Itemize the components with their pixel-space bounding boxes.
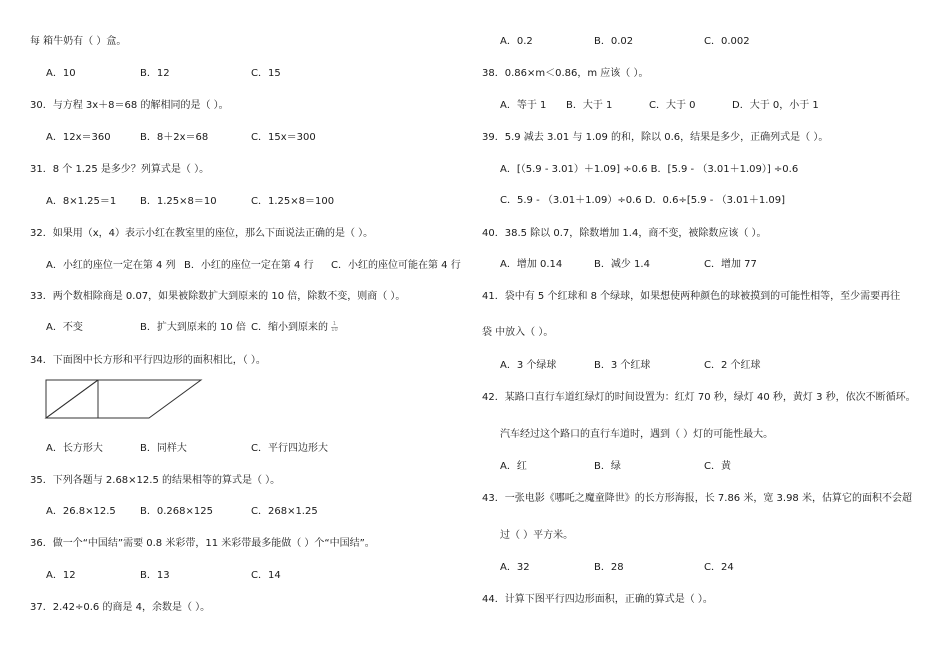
q39-stem: 39．5.9 减去 3.01 与 1.09 的和，除以 0.6，结果是多少，正确列式是（ ）。 [482,132,829,143]
option-c[interactable] [251,321,338,335]
q29-tail: 每 箱牛奶有（ ）盒。 [30,36,127,47]
option-c[interactable]: C．268×1.25 [251,506,318,517]
option-a[interactable]: A．红 [500,461,527,472]
option-a[interactable]: A．12x＝360 [46,132,111,143]
option-a[interactable]: A．等于 1 [500,100,547,111]
option-c[interactable]: C．14 [251,570,281,581]
option-b[interactable]: B．小红的座位一定在第 4 行 [184,260,314,271]
q34-stem: 34．下面图中长方形和平行四边形的面积相比，（ ）。 [30,355,266,366]
option-c[interactable]: C．15 [251,68,281,79]
parallelogram-left-side [46,380,98,418]
option-a[interactable]: A．0.2 [500,36,533,47]
option-b[interactable]: B．8＋2x＝68 [140,132,209,143]
option-b[interactable]: B．0.02 [594,36,634,47]
option-a[interactable]: A．10 [46,68,76,79]
option-c[interactable]: C．1.25×8＝100 [251,196,335,207]
option-c[interactable]: C．小红的座位可能在第 4 行 [331,260,461,271]
q41-stem-line2: 袋 中放入（ ）。 [482,327,554,338]
option-c[interactable]: C．2 个红球 [704,360,761,371]
option-c-text: C．缩小到原来的 [251,322,328,333]
option-b[interactable]: B．同样大 [140,443,187,454]
option-c[interactable]: C．增加 77 [704,259,757,270]
q43-stem-line2: 过（ ）平方米。 [500,530,574,541]
option-a[interactable]: A．32 [500,562,530,573]
option-a[interactable]: A．12 [46,570,76,581]
option-b[interactable]: B．扩大到原来的 10 倍 [140,322,246,333]
option-b[interactable]: B．绿 [594,461,621,472]
option-c[interactable]: C．15x＝300 [251,132,316,143]
option-a[interactable]: A．小红的座位一定在第 4 列 [46,260,176,271]
option-b[interactable]: B．13 [140,570,170,581]
q42-stem-line1: 42．某路口直行车道红绿灯的时间设置为：红灯 70 秒，绿灯 40 秒，黄灯 3 秒，依次不断循环。 [482,392,916,403]
option-b[interactable]: B．减少 1.4 [594,259,650,270]
option-a[interactable]: A．26.8×12.5 [46,506,116,517]
q39-options-row1[interactable]: A．[（5.9 - 3.01）＋1.09] ÷0.6 B．[5.9 - （3.01＋1.09）] ÷0.6 [500,164,799,175]
rectangle-parallelogram-figure [44,375,204,421]
option-a[interactable]: A．8×1.25＝1 [46,196,117,207]
q33-stem: 33．两个数相除商是 0.07，如果被除数扩大到原来的 10 倍，除数不变，则商（ ）。 [30,291,406,302]
q36-stem: 36．做一个“中国结”需要 0.8 米彩带，11 米彩带最多能做（ ）个“中国结”。 [30,538,375,549]
option-a[interactable]: A．3 个绿球 [500,360,557,371]
option-a[interactable]: A．不变 [46,322,83,333]
option-b[interactable]: B．28 [594,562,624,573]
q38-stem: 38．0.86×m＜0.86，m 应该（ ）。 [482,68,649,79]
q35-stem: 35．下列各题与 2.68×12.5 的结果相等的算式是（ ）。 [30,475,281,486]
option-c[interactable]: C．大于 0 [649,100,696,111]
option-b[interactable]: B．0.268×125 [140,506,213,517]
option-c[interactable]: C．黄 [704,461,731,472]
fraction-one-tenth: $\frac{1}{10}$ [331,320,338,333]
q41-stem-line1: 41．袋中有 5 个红球和 8 个绿球，如果想使两种颜色的球被摸到的可能性相等，至少需要再往 [482,291,901,302]
q32-stem: 32．如果用（x，4）表示小红在教室里的座位，那么下面说法正确的是（ ）。 [30,228,374,239]
option-b[interactable]: B．12 [140,68,170,79]
q42-stem-line2: 汽车经过这个路口的直行车道时，遇到（ ）灯的可能性最大。 [500,429,774,440]
q44-stem: 44．计算下图平行四边形面积，正确的算式是（ ）。 [482,594,713,605]
q43-stem-line1: 43．一张电影《哪吒之魔童降世》的长方形海报，长 7.86 米，宽 3.98 米，估算它的面积不会超 [482,493,912,504]
q39-options-row2[interactable]: C．5.9 - （3.01＋1.09）÷0.6 D．0.6÷[5.9 - （3.01＋1.09] [500,195,786,206]
option-c[interactable]: C．0.002 [704,36,750,47]
option-c[interactable]: C．24 [704,562,734,573]
option-a[interactable]: A．长方形大 [46,443,103,454]
option-b[interactable]: B．大于 1 [566,100,613,111]
q30-stem: 30．与方程 3x＋8＝68 的解相同的是（ ）。 [30,100,229,111]
option-a[interactable]: A．增加 0.14 [500,259,563,270]
q31-stem: 31．8 个 1.25 是多少？列算式是（ ）。 [30,164,210,175]
option-b[interactable]: B．1.25×8＝10 [140,196,217,207]
option-c[interactable]: C．平行四边形大 [251,443,328,454]
parallelogram-shape [46,380,201,418]
q37-stem: 37．2.42÷0.6 的商是 4，余数是（ ）。 [30,602,211,613]
option-b[interactable]: B．3 个红球 [594,360,651,371]
option-d[interactable]: D．大于 0，小于 1 [732,100,819,111]
q40-stem: 40．38.5 除以 0.7，除数增加 1.4，商不变，被除数应该（ ）。 [482,228,767,239]
